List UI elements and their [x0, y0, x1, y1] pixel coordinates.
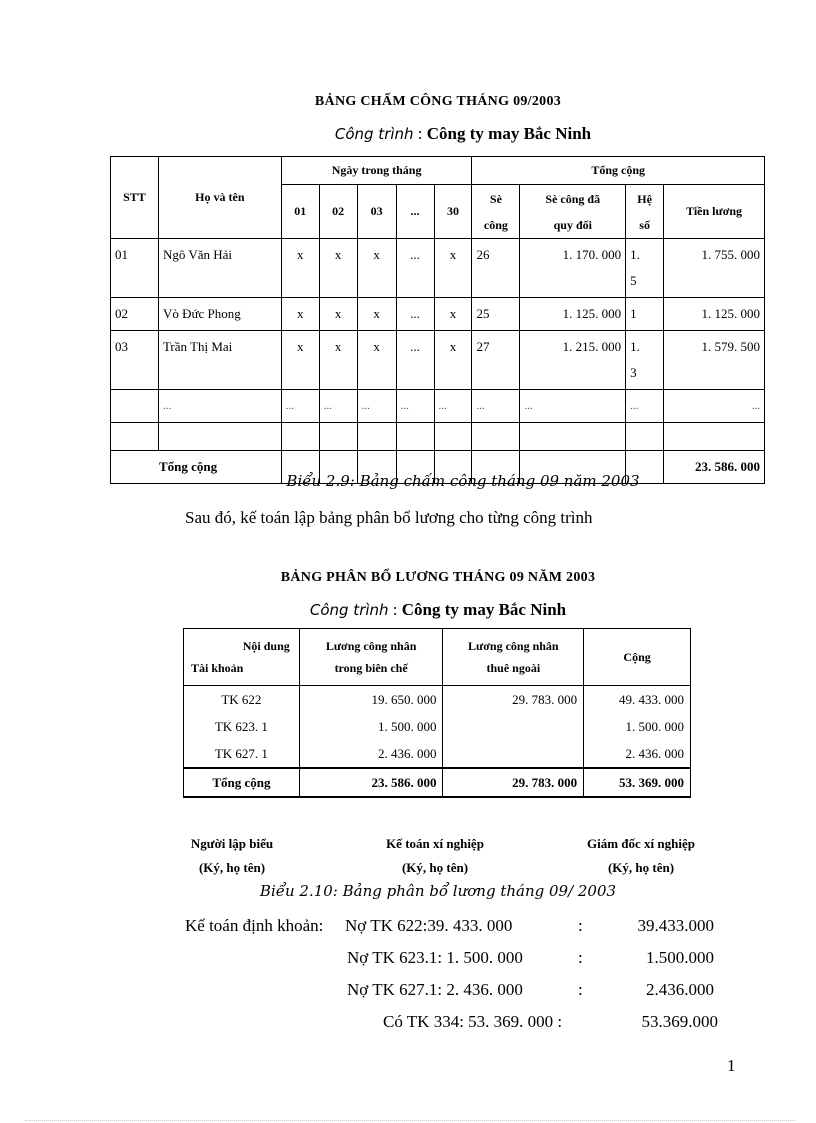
allocation-title: BẢNG PHÂN BỔ LƯƠNG THÁNG 09 NĂM 2003 [280, 570, 596, 585]
ellipsis: ... [319, 390, 357, 423]
header-name: Họ và tên [158, 157, 281, 239]
cell-account: TK 627. 1 [184, 740, 300, 768]
ellipsis: ... [520, 390, 626, 423]
header-total-group: Tổng cộng [472, 157, 765, 185]
cell-col3: 1. 500. 000 [584, 713, 691, 740]
cell-salary: 1. 579. 500 [664, 331, 765, 390]
cell-day: ... [396, 298, 434, 331]
project-name: Công ty may Bắc Ninh [426, 124, 592, 143]
entry-amount: 1.500.000 [646, 948, 714, 967]
entry-colon: : [578, 980, 583, 999]
cell-day: x [281, 239, 319, 298]
entry-amount: 2.436.000 [646, 980, 714, 999]
header-col3: Cộng [584, 629, 691, 686]
ellipsis: ... [472, 390, 520, 423]
cell-col3: 2. 436. 000 [584, 740, 691, 768]
caption-allocation: Biểu 2.10: Bảng phân bổ lương tháng 09/ 2003 [259, 882, 617, 900]
signature-title: Giám đốc xí nghiệp [587, 836, 695, 851]
entry-text: Nợ TK 623.1: 1. 500. 000 [347, 948, 523, 967]
coef-line2: 5 [630, 273, 637, 288]
total-label: Tổng cộng [111, 451, 282, 484]
header-col2 [443, 629, 584, 686]
cell-work-days: 26 [472, 239, 520, 298]
ellipsis: ... [281, 390, 319, 423]
header-stt: STT [111, 157, 159, 239]
project-label: Công trình [334, 125, 414, 143]
header-coef [626, 185, 664, 239]
entry-text: Nợ TK 622:39. 433. 000 [345, 916, 513, 935]
attendance-project [0, 124, 816, 144]
header-content-account [184, 629, 300, 686]
cell-day: x [281, 331, 319, 390]
entry-text: Có TK 334: 53. 369. 000 : [383, 1012, 563, 1031]
cell-stt: 01 [111, 239, 159, 298]
cell-work-days: 25 [472, 298, 520, 331]
cell-coef [626, 239, 664, 298]
header-work-days-line2: công [483, 217, 508, 232]
signature-title: Người lập biểu [190, 836, 274, 851]
cell-converted: 1. 215. 000 [520, 331, 626, 390]
footer-divider [25, 1120, 795, 1121]
entry-colon: : [578, 916, 583, 935]
cell-work-days: 27 [472, 331, 520, 390]
entry-amount: 53.369.000 [641, 1012, 718, 1031]
page-number: 1 [727, 1056, 736, 1075]
coef-line1: 1. [630, 339, 640, 354]
cell-salary: 1. 755. 000 [664, 239, 765, 298]
allocation-project [0, 600, 816, 620]
table-row [184, 713, 691, 740]
project-separator: : [413, 124, 427, 143]
table-row-ellipsis [111, 390, 765, 423]
ellipsis: ... [626, 390, 664, 423]
ellipsis: ... [158, 390, 281, 423]
header-work-days-line1: Sè [489, 191, 502, 206]
header-col2-line2: thuê ngoài [486, 661, 541, 675]
cell-account: TK 622 [184, 686, 300, 714]
cell-stt: 02 [111, 298, 159, 331]
cell-day: x [319, 298, 357, 331]
entry-amount: 39.433.000 [637, 916, 714, 935]
total-label: Tổng cộng [184, 768, 300, 797]
table-row-empty [111, 423, 765, 451]
header-day: 03 [357, 185, 396, 239]
cell-col1: 1. 500. 000 [299, 713, 443, 740]
header-salary: Tiền lương [664, 185, 765, 239]
cell-col1: 2. 436. 000 [299, 740, 443, 768]
header-converted-line2: quy đổi [553, 217, 592, 232]
cell-col1: 19. 650. 000 [299, 686, 443, 714]
header-day: ... [396, 185, 434, 239]
total-col3: 53. 369. 000 [584, 768, 691, 797]
header-days-group: Ngày trong tháng [281, 157, 472, 185]
cell-day: x [357, 298, 396, 331]
table-row [111, 331, 765, 390]
header-col1 [299, 629, 443, 686]
header-converted-line1: Sè công đã [545, 191, 601, 206]
project-label: Công trình [309, 601, 389, 619]
cell-day: x [357, 239, 396, 298]
signature-note: (Ký, họ tên) [198, 860, 266, 875]
entry-text: Nợ TK 627.1: 2. 436. 000 [347, 980, 523, 999]
signature-title: Kế toán xí nghiệp [386, 836, 484, 851]
cell-col2: 29. 783. 000 [443, 686, 584, 714]
cell-name: Ngô Văn Hải [158, 239, 281, 298]
ellipsis: ... [357, 390, 396, 423]
cell-stt: 03 [111, 331, 159, 390]
table-row [184, 686, 691, 714]
project-name: Công ty may Bắc Ninh [401, 600, 567, 619]
paragraph: Sau đó, kế toán lập bảng phân bổ lương cho từng công trình [185, 508, 593, 527]
header-work-days [472, 185, 520, 239]
ellipsis: ... [664, 390, 765, 423]
coef-line1: 1. [630, 247, 640, 262]
cell-coef: 1 [626, 298, 664, 331]
cell-coef [626, 331, 664, 390]
coef-line2: 3 [630, 365, 637, 380]
cell-col2 [443, 740, 584, 768]
header-col1-line2: trong biên chế [334, 661, 408, 675]
header-account: Tài khoản [191, 661, 244, 675]
table-row [184, 740, 691, 768]
cell-converted: 1. 125. 000 [520, 298, 626, 331]
signature-director [511, 832, 771, 880]
table-row [111, 239, 765, 298]
entries-label: Kế toán định khoản: [185, 916, 324, 935]
total-col2: 29. 783. 000 [443, 768, 584, 797]
cell-account: TK 623. 1 [184, 713, 300, 740]
attendance-title: BẢNG CHẤM CÔNG THÁNG 09/2003 [314, 94, 562, 109]
ellipsis: ... [396, 390, 434, 423]
total-col1: 23. 586. 000 [299, 768, 443, 797]
cell-day: x [319, 239, 357, 298]
table-row [111, 298, 765, 331]
attendance-table [110, 156, 765, 484]
cell-name: Trần Thị Mai [158, 331, 281, 390]
cell-day: x [281, 298, 319, 331]
entry-colon: : [578, 948, 583, 967]
header-content: Nội dung [242, 639, 290, 653]
allocation-table [183, 628, 691, 798]
table-total-row [184, 768, 691, 797]
cell-name: Vò Đức Phong [158, 298, 281, 331]
cell-col3: 49. 433. 000 [584, 686, 691, 714]
header-converted [520, 185, 626, 239]
cell-converted: 1. 170. 000 [520, 239, 626, 298]
cell-col2 [443, 713, 584, 740]
header-col2-line1: Lương công nhân [468, 639, 559, 653]
signature-note: (Ký, họ tên) [607, 860, 675, 875]
caption-attendance: Biểu 2.9: Bảng chấm công tháng 09 năm 2003 [286, 472, 640, 490]
header-coef-line1: Hệ [637, 191, 652, 206]
header-col1-line1: Lương công nhân [325, 639, 417, 653]
cell-salary: 1. 125. 000 [664, 298, 765, 331]
cell-day: x [357, 331, 396, 390]
cell-day: x [319, 331, 357, 390]
cell-day: x [434, 331, 472, 390]
ellipsis: ... [434, 390, 472, 423]
header-day: 30 [434, 185, 472, 239]
cell-day: x [434, 298, 472, 331]
header-coef-line2: số [639, 217, 650, 232]
header-day: 02 [319, 185, 357, 239]
total-salary: 23. 586. 000 [664, 451, 765, 484]
signature-note: (Ký, họ tên) [401, 860, 469, 875]
header-day: 01 [281, 185, 319, 239]
cell-day: ... [396, 331, 434, 390]
cell-day: x [434, 239, 472, 298]
cell-day: ... [396, 239, 434, 298]
project-separator: : [388, 600, 402, 619]
